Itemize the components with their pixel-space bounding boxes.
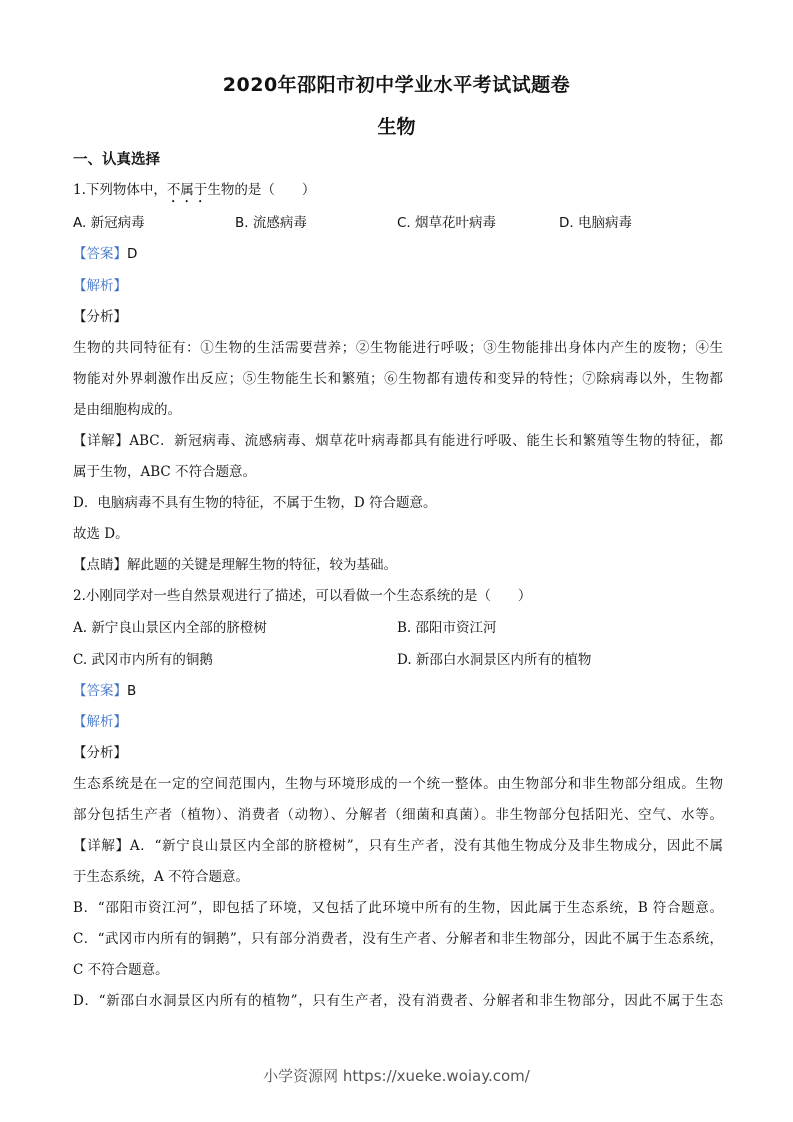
q2-stem: 2.小刚同学对一些自然景观进行了描述，可以看做一个生态系统的是（ ）: [73, 588, 532, 604]
q2-option-c: C. 武冈市内所有的铜鹅: [73, 652, 213, 668]
q2-fenxi-line: 部分包括生产者（植物）、消费者（动物）、分解者（细菌和真菌）。非生物部分包括阳光、空气、水等。: [73, 807, 723, 823]
q2-answer: [73, 682, 723, 700]
q2-xiangjie-line: 于生态系统，A 不符合题意。: [73, 869, 250, 885]
q1-xiangjie-line: 属于生物，ABC 不符合题意。: [73, 464, 257, 480]
q2-xiangjie-line: B．“邵阳市资江河”，即包括了环境，又包括了此环境中所有的生物，因此属于生态系统，B 符合题意。: [73, 900, 723, 916]
q2-jiexi-label: 【解析】: [73, 714, 127, 730]
q2-option-b: B. 邵阳市资江河: [397, 620, 497, 636]
q1-fenxi-label: 【分析】: [73, 309, 127, 325]
q2-xiangjie-line: C 不符合题意。: [73, 962, 169, 978]
q2-fenxi-line: 生态系统是在一定的空间范围内，生物与环境形成的一个统一整体。由生物部分和非生物部分组成。生物: [73, 776, 723, 792]
subject-title: 生物: [377, 116, 416, 138]
q1-stem-suffix: 生物的是（ ）: [207, 182, 316, 198]
q1-xiangjie-line: 【详解】ABC．新冠病毒、流感病毒、烟草花叶病毒都具有能进行呼吸、能生长和繁殖等生物的特征，都: [73, 433, 723, 449]
q1-fenxi-line: 物能对外界刺激作出反应；⑤生物能生长和繁殖；⑥生物都有遗传和变异的特性；⑦除病毒以外，生物都: [73, 371, 723, 387]
q1-dianjing: 【点睛】解此题的关键是理解生物的特征，较为基础。: [73, 557, 397, 573]
q2-option-d: D. 新邵白水洞景区内所有的植物: [397, 652, 592, 668]
q1-stem-emphasis: 不属于: [166, 182, 208, 198]
q1-option-b: B. 流感病毒: [235, 215, 307, 231]
q1-xiangjie-line: D．电脑病毒不具有生物的特征，不属于生物，D 符合题意。: [73, 495, 437, 511]
section-heading: 一、认真选择: [73, 152, 160, 168]
q2-xiangjie-line: D．“新邵白水洞景区内所有的植物”，只有生产者，没有消费者、分解者和非生物部分，因此不属于生态: [73, 993, 723, 1009]
q2-answer-value: B: [127, 683, 137, 699]
q1-option-a: A. 新冠病毒: [73, 215, 145, 231]
q1-answer-label: 【答案】: [73, 246, 127, 262]
q1-xiangjie-line: 故选 D。: [73, 526, 129, 542]
q1-fenxi-line: 是由细胞构成的。: [73, 402, 181, 418]
q2-option-a: A. 新宁良山景区内全部的脐橙树: [73, 620, 267, 636]
q1-answer: [73, 245, 723, 263]
q1-option-c: C. 烟草花叶病毒: [397, 215, 497, 231]
footer-watermark: 小学资源网 https://xueke.woiay.com/: [263, 1067, 530, 1085]
q2-fenxi-label: 【分析】: [73, 745, 127, 761]
q1-stem-prefix: 1.下列物体中，: [73, 182, 167, 198]
q1-fenxi-line: 生物的共同特征有：①生物的生活需要营养；②生物能进行呼吸；③生物能排出身体内产生的废物；④生: [73, 340, 723, 356]
q2-answer-label: 【答案】: [73, 683, 127, 699]
q2-xiangjie-line: C．“武冈市内所有的铜鹅”，只有部分消费者，没有生产者、分解者和非生物部分，因此不属于生态系统，: [73, 931, 723, 947]
q1-answer-value: D: [127, 246, 138, 262]
page-title: 2020年邵阳市初中学业水平考试试题卷: [222, 74, 571, 96]
q1-jiexi-label: 【解析】: [73, 278, 127, 294]
q1-option-d: D. 电脑病毒: [559, 215, 632, 231]
q1-stem: [73, 181, 723, 206]
q2-xiangjie-line: 【详解】A．“新宁良山景区内全部的脐橙树”，只有生产者，没有其他生物成分及非生物成分，因此不属: [73, 838, 723, 854]
